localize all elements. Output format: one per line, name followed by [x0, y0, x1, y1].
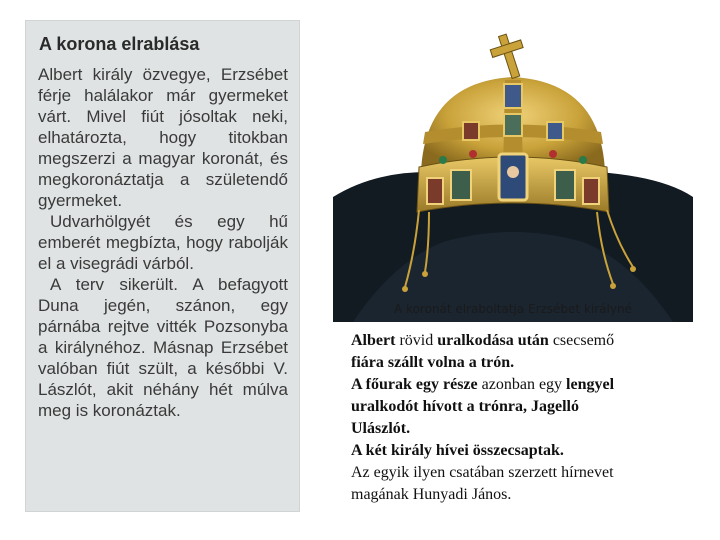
- summary-bold-text: uralkodása után: [437, 332, 549, 349]
- summary-line: magának Hunyadi János.: [351, 486, 512, 503]
- summary-line: Ulászlót.: [351, 420, 411, 437]
- summary-line: A két király hívei összecsaptak.: [351, 442, 564, 459]
- summary-line: fiára szállt volna a trón.: [351, 354, 515, 371]
- scan-paragraph: Albert király özvegye, Erzsébet férje halálakor már gyermeket várt. Mivel fiút jósoltak neki, elhatározta, hogy titokban megszerzi a magyar koronát, és megkoronáztatja a születendő gyermeket.: [38, 65, 288, 210]
- summary-bold-text: Albert: [351, 332, 396, 349]
- summary-text-run: rövid: [395, 332, 438, 349]
- summary-text-run: csecsemő: [548, 332, 615, 349]
- summary-line: [351, 330, 696, 352]
- scan-paragraph: A terv sikerült. A befagyott Duna jegén, szánon, egy párnába rejtve vitték Pozsonyba a királynéhoz. Másnap Erzsébet valóban fiút szült, a későbbi V. Lászlót, akit néhány hét múlva meg is koronáztak.: [38, 275, 288, 420]
- scan-title: A korona elrablása: [39, 34, 200, 54]
- summary-line: Az egyik ilyen csatában szerzett hírnevet: [351, 464, 614, 481]
- photo-caption: A koronát elraboltatja Erzsébet királyné: [394, 302, 632, 316]
- summary-text-run: azonban egy: [477, 376, 567, 393]
- scan-paragraph: Udvarhölgyét és egy hű emberét megbízta, hogy rabolják el a visegrádi várból.: [38, 212, 288, 273]
- holy-crown-image: [333, 22, 693, 322]
- holy-crown-photo: [333, 22, 693, 322]
- summary-bold-text: A főurak egy része: [351, 376, 478, 393]
- summary-line: uralkodót hívott a trónra, Jagelló: [351, 398, 579, 415]
- textbook-scan: [25, 20, 300, 512]
- summary-bold-text: lengyel: [566, 376, 615, 393]
- summary-line: [351, 374, 696, 396]
- summary-text: [351, 330, 696, 506]
- scan-body: [38, 64, 288, 421]
